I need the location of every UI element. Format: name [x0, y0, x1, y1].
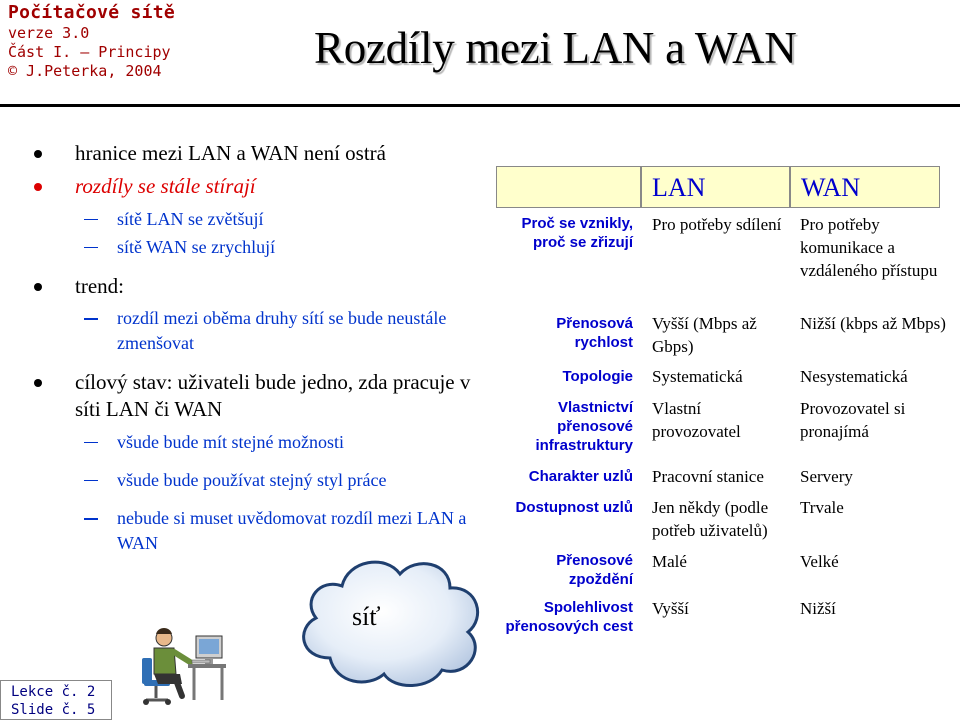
sub-bullet-item [34, 207, 484, 231]
row-label-topology: Topologie [562, 368, 633, 385]
cell-wan-ownership: Provozovatel si pronajímá [800, 399, 906, 441]
bullet-dot-icon [34, 283, 42, 291]
dash-icon [84, 480, 98, 482]
bullet-item [34, 273, 484, 300]
sub-bullet-text: všude bude používat stejný styl práce [117, 469, 387, 490]
table-header-blank [496, 166, 641, 208]
cell-lan-availability: Jen někdy (podle potřeb uživatelů) [652, 498, 769, 540]
dash-icon [84, 442, 98, 444]
bullet-item [34, 369, 484, 424]
cell-wan-purpose: Pro potřeby komunikace a vzdáleného přístupu [800, 215, 938, 280]
cell-lan-ownership: Vlastní provozovatel [652, 399, 741, 441]
title-divider [0, 104, 960, 107]
bullet-list [34, 140, 484, 559]
sub-bullet-text: všude bude mít stejné možnosti [117, 431, 344, 452]
bullet-dot-icon [34, 379, 42, 387]
sub-bullet-item [34, 430, 484, 454]
bullet-dot-icon [34, 150, 42, 158]
bullet-item [34, 140, 484, 167]
row-label-availability: Dostupnost uzlů [515, 499, 633, 516]
row-label-nodes: Charakter uzlů [528, 468, 633, 485]
course-author: © J.Peterka, 2004 [8, 62, 162, 80]
cloud-label: síť [352, 602, 381, 631]
cell-wan-nodes: Servery [800, 467, 853, 486]
bullet-text: rozdíly se stále stírají [75, 174, 256, 199]
dash-icon [84, 247, 98, 249]
bullet-text: hranice mezi LAN a WAN není ostrá [75, 141, 387, 165]
sub-bullet-text: sítě WAN se zrychlují [117, 236, 276, 257]
slide-title: Rozdíly mezi LAN a WAN [314, 23, 797, 73]
sub-bullet-item [34, 306, 484, 355]
sub-bullet-item [34, 235, 484, 259]
course-version: verze 3.0 [8, 24, 90, 42]
course-part: Část I. – Principy [8, 43, 171, 61]
row-label-latency: Přenosové zpoždění [556, 552, 633, 588]
course-title: Počítačové sítě [8, 2, 176, 23]
bullet-text: cílový stav: uživateli bude jedno, zda pracuje v síti LAN či WAN [75, 370, 471, 422]
bullet-item-emphasis [34, 173, 484, 200]
cell-lan-reliability: Vyšší [652, 599, 689, 618]
table-header-wan: WAN [790, 166, 940, 208]
cell-wan-topology: Nesystematická [800, 367, 908, 386]
cell-lan-topology: Systematická [652, 367, 743, 386]
bullet-text: trend: [75, 274, 124, 299]
cell-wan-availability: Trvale [800, 498, 844, 517]
row-label-reliability: Spolehlivost přenosových cest [505, 599, 633, 635]
row-label-purpose: Proč se vznikly, proč se zřizují [521, 215, 633, 251]
cell-lan-latency: Malé [652, 552, 687, 571]
row-label-speed: Přenosová rychlost [556, 315, 633, 351]
course-header [8, 4, 175, 79]
lecture-number: Lekce č. 2 [11, 684, 96, 700]
dash-icon [84, 219, 98, 221]
sub-bullet-text: sítě LAN se zvětšují [117, 208, 264, 229]
slide-number: Slide č. 5 [11, 701, 96, 718]
cloud-icon [290, 548, 490, 693]
cell-lan-nodes: Pracovní stanice [652, 467, 764, 486]
bullet-dot-icon [34, 183, 42, 191]
sub-bullet-text: rozdíl mezi oběma druhy sítí se bude neustále zmenšovat [117, 308, 447, 353]
sub-bullet-item [34, 468, 484, 492]
table-header-lan: LAN [641, 166, 790, 208]
user-at-computer-icon [136, 620, 228, 706]
cell-wan-latency: Velké [800, 552, 839, 571]
row-label-ownership: Vlastnictví přenosové infrastruktury [535, 399, 633, 454]
cell-lan-speed: Vyšší (Mbps až Gbps) [652, 314, 757, 356]
cell-lan-purpose: Pro potřeby sdílení [652, 215, 782, 234]
dash-icon [84, 518, 98, 520]
cell-wan-reliability: Nižší [800, 599, 836, 618]
cell-wan-speed: Nižší (kbps až Mbps) [800, 314, 946, 333]
dash-icon [84, 318, 98, 320]
slide-footer [0, 680, 112, 720]
sub-bullet-text: nebude si muset uvědomovat rozdíl mezi LAN a WAN [117, 508, 467, 553]
